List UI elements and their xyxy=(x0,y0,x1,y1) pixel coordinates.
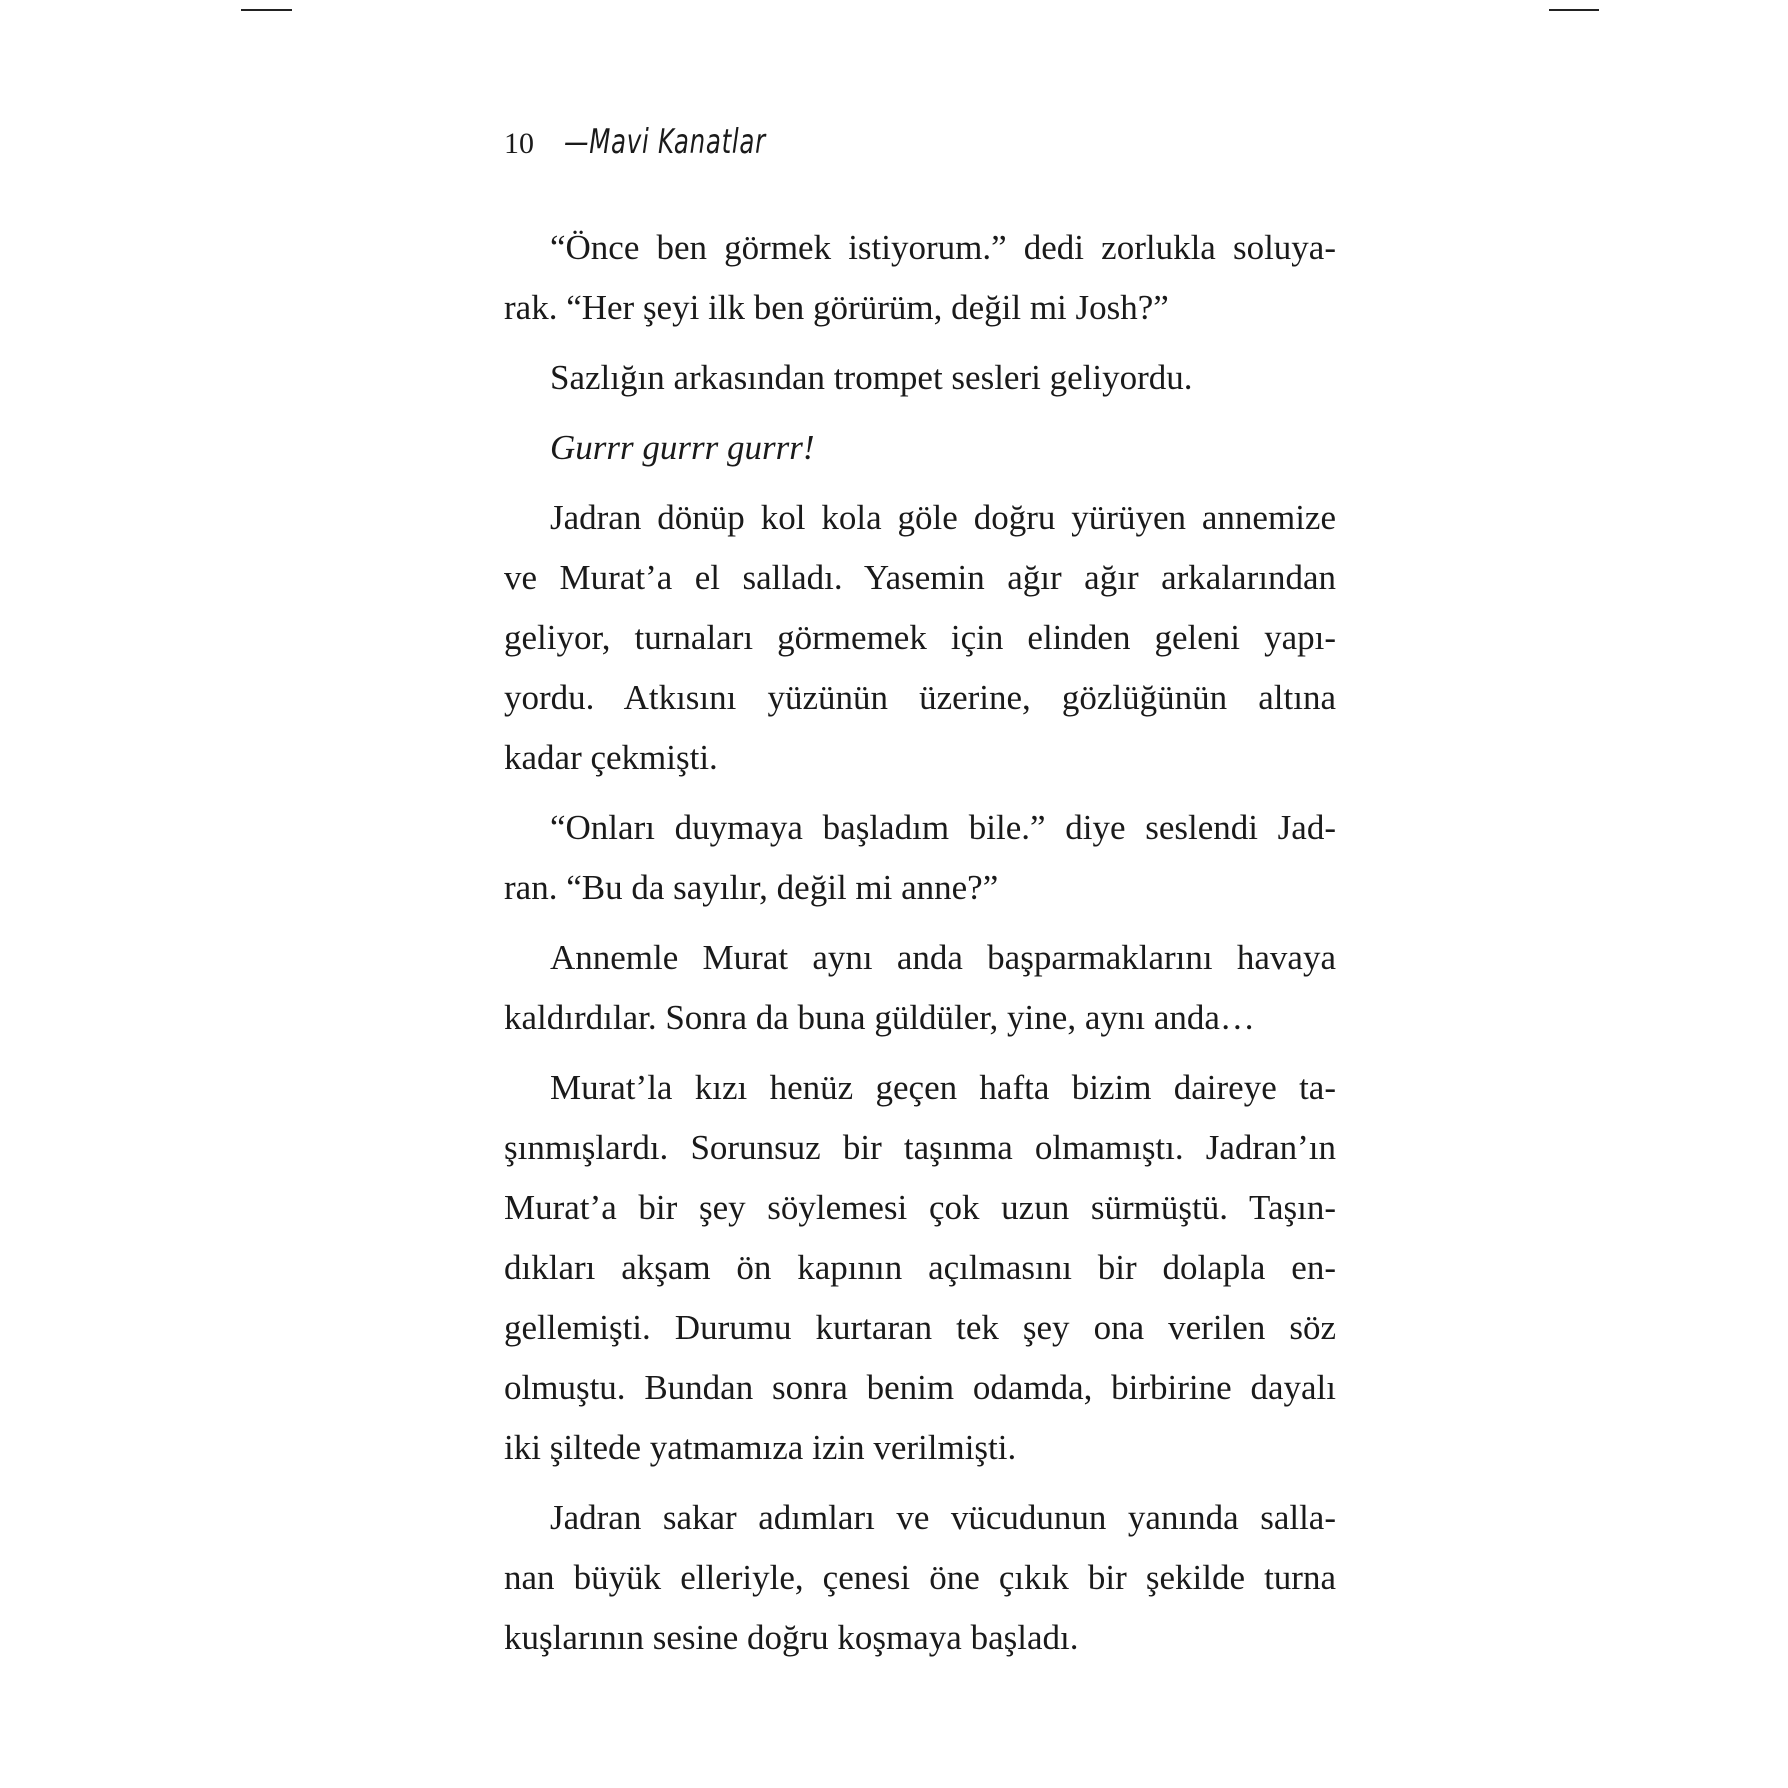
text-line: “Önce ben görmek istiyorum.” dedi zorlukla soluya- xyxy=(550,228,1336,267)
text-line: ve Murat’a el salladı. Yasemin ağır ağır arkalarından xyxy=(504,558,1336,597)
text-line: Murat’la kızı henüz geçen hafta bizim daireye ta- xyxy=(550,1068,1336,1107)
text-line: yordu. Atkısını yüzünün üzerine, gözlüğünün altına xyxy=(504,678,1336,717)
text-line: Annemle Murat aynı anda başparmaklarını havaya xyxy=(550,938,1336,977)
paragraph xyxy=(504,928,1336,1048)
text-line: gellemişti. Durumu kurtaran tek şey ona verilen söz xyxy=(504,1308,1336,1347)
paragraph xyxy=(504,418,1336,478)
text-line: iki şiltede yatmamıza izin verilmişti. xyxy=(504,1428,1017,1467)
text-line: “Onları duymaya başladım bile.” diye seslendi Jad- xyxy=(550,808,1336,847)
text-line: Jadran dönüp kol kola göle doğru yürüyen annemize xyxy=(550,498,1336,537)
text-line: olmuştu. Bundan sonra benim odamda, birbirine dayalı xyxy=(504,1368,1336,1407)
text-line: Jadran sakar adımları ve vücudunun yanında salla- xyxy=(550,1498,1336,1537)
text-line: Murat’a bir şey söylemesi çok uzun sürmüştü. Taşın- xyxy=(504,1188,1336,1227)
text-line: dıkları akşam ön kapının açılmasını bir dolapla en- xyxy=(504,1248,1336,1287)
text-line: kaldırdılar. Sonra da buna güldüler, yine, aynı anda… xyxy=(504,998,1255,1037)
crop-mark-left xyxy=(241,9,292,11)
text-line: Sazlığın arkasından trompet sesleri geliyordu. xyxy=(550,358,1193,397)
text-line: nan büyük elleriyle, çenesi öne çıkık bir şekilde turna xyxy=(504,1558,1336,1597)
paragraph xyxy=(504,798,1336,918)
running-header xyxy=(504,122,844,172)
paragraph xyxy=(504,218,1336,338)
text-line: ran. “Bu da sayılır, değil mi anne?” xyxy=(504,868,999,907)
paragraph xyxy=(504,1488,1336,1668)
paragraph xyxy=(504,1058,1336,1478)
body-text xyxy=(504,218,1336,1678)
text-line: geliyor, turnaları görmemek için elinden geleni yapı- xyxy=(504,618,1336,657)
crop-mark-right xyxy=(1549,9,1599,11)
text-line: kadar çekmişti. xyxy=(504,738,718,777)
text-line: kuşlarının sesine doğru koşmaya başladı. xyxy=(504,1618,1079,1657)
book-title: —Mavi Kanatlar xyxy=(564,122,766,162)
text-line: Gurrr gurrr gurrr! xyxy=(550,428,815,467)
paragraph xyxy=(504,348,1336,408)
text-line: şınmışlardı. Sorunsuz bir taşınma olmamıştı. Jadran’ın xyxy=(504,1128,1336,1167)
page-number: 10 xyxy=(504,127,534,160)
text-line: rak. “Her şeyi ilk ben görürüm, değil mi Josh?” xyxy=(504,288,1169,327)
paragraph xyxy=(504,488,1336,788)
